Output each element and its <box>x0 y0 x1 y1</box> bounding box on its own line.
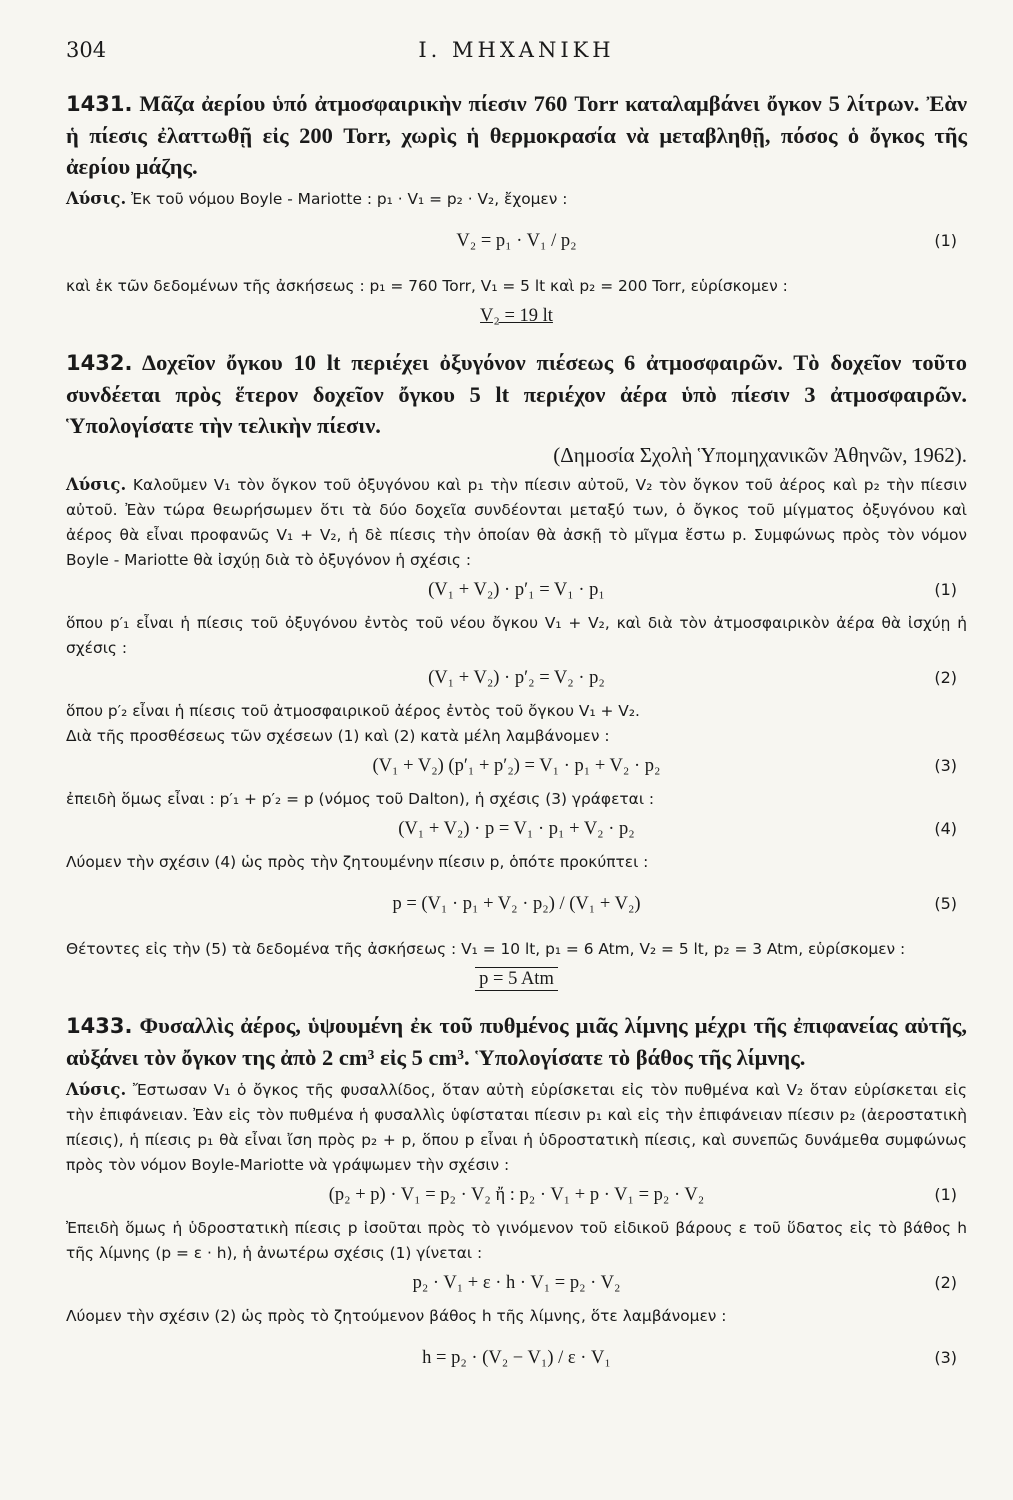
solution-text: ἐπειδὴ ὅμως εἶναι : p′₁ + p′₂ = p (νόμος τοῦ Dalton), ἡ σχέσις (3) γράφεται : <box>66 790 655 808</box>
equation-body: h = p₂ · (V₂ − V₁) / ε · V₁ <box>422 1348 611 1368</box>
solution-text: Καλοῦμεν V₁ τὸν ὄγκον τοῦ ὀξυγόνου καὶ p₁ τὴν πίεσιν αὐτοῦ, V₂ τὸν ὄγκον τοῦ ἀέρος καὶ p₂ τὴν πίεσιν αὐτοῦ. Ἐὰν τώρα θεωρήσωμεν ὅτι τὰ δύο δοχεῖα συνδέονται μεταξύ των, ὁ ὄγκος τοῦ μίγματος ὀξυγόνου καὶ ἀέρος θὰ εἶναι προφανῶς V₁ + V₂, ἡ δὲ πίεσις τὴν ὁποίαν θὰ ἀσκῇ τὸ μῖγμα ἔστω p. Συμφώνως πρὸς τὸν νόμον Boyle - Mariotte θὰ ἰσχύῃ διὰ τὸ ὀξυγόνον ἡ σχέσις : <box>66 476 967 569</box>
solution-paragraph <box>66 1304 967 1329</box>
equation-body: (V₁ + V₂) · p′₂ = V₂ · p₂ <box>428 668 605 688</box>
equation-body: V₂ = p₁ · V₁ / p₂ <box>456 231 577 251</box>
equation <box>66 1329 967 1387</box>
solution-text: ὅπου p′₁ εἶναι ἡ πίεσις τοῦ ὀξυγόνου ἐντὸς τοῦ νέου ὄγκου V₁ + V₂, καὶ διὰ τὸν ἀτμοσφαιρικὸν ἀέρα θὰ ἰσχύῃ ἡ σχέσις : <box>66 614 967 657</box>
equation-body: (V₁ + V₂) · p′₁ = V₁ · p₁ <box>428 580 605 600</box>
solution-paragraph <box>66 186 967 212</box>
solution-paragraph <box>66 937 967 962</box>
solution-text: Ἐπειδὴ ὅμως ἡ ὑδροστατικὴ πίεσις p ἰσοῦται πρὸς τὸ γινόμενον τοῦ εἰδικοῦ βάρους ε τοῦ ὕδατος εἰς τὸ βάθος h τῆς λίμνης (p = ε · h), ἡ ἀνωτέρω σχέσις (1) γίνεται : <box>66 1219 967 1262</box>
equation-number: (1) <box>934 231 957 250</box>
solution-text: ὅπου p′₂ εἶναι ἡ πίεσις τοῦ ἀτμοσφαιρικοῦ ἀέρος ἐντὸς τοῦ ὄγκου V₁ + V₂. <box>66 702 640 720</box>
solution-text: Ἔστωσαν V₁ ὁ ὄγκος τῆς φυσαλλίδος, ὅταν αὐτὴ εὑρίσκεται εἰς τὸν πυθμένα καὶ V₂ ὅταν εὑρίσκεται εἰς τὴν ἐπιφάνειαν. Ἐὰν εἰς τὸν πυθμένα ἡ φυσαλλὶς ὑφίσταται πίεσιν p₁ καὶ εἰς τὴν ἐπιφάνειαν πίεσιν p₂ (ἀεροστατικὴ πίεσις), ἡ πίεσις p₁ θὰ εἶναι ἴση πρὸς p₂ + p, ὅπου p εἶναι ἡ ὑδροστατικὴ πίεσις, καὶ συνεπῶς δυνάμεθα συμφώνως πρὸς τὸν νόμον Boyle-Mariotte νὰ γράψωμεν τὴν σχέσιν : <box>66 1081 967 1174</box>
equation-number: (1) <box>934 580 957 599</box>
problem-source: (Δημοσία Σχολὴ Ὑπομηχανικῶν Ἀθηνῶν, 1962). <box>553 443 967 467</box>
equation-number: (5) <box>934 894 957 913</box>
solution-text: Λύομεν τὴν σχέσιν (2) ὡς πρὸς τὸ ζητούμενον βάθος h τῆς λίμνης, ὅτε λαμβάνομεν : <box>66 1307 727 1325</box>
solution-text: καὶ ἐκ τῶν δεδομένων τῆς ἀσκήσεως : p₁ = 760 Torr, V₁ = 5 lt καὶ p₂ = 200 Torr, εὑρίσκομεν : <box>66 277 788 295</box>
equation-body: p = (V₁ · p₁ + V₂ · p₂) / (V₁ + V₂) <box>392 894 641 914</box>
running-header <box>66 38 967 74</box>
equation-number: (2) <box>934 1273 957 1292</box>
solution-text: Ἐκ τοῦ νόμου Boyle - Mariotte : p₁ · V₁ = p₂ · V₂, ἔχομεν : <box>131 190 568 208</box>
problem-text: Μᾶζα ἀερίου ὑπό ἀτμοσφαιρικὴν πίεσιν 760 Torr καταλαμβάνει ὄγκον 5 λίτρων. Ἐὰν ἡ πίεσις ἐλαττωθῇ εἰς 200 Torr, χωρὶς ἡ θερμοκρασία νὰ μεταβληθῇ, πόσος ὁ ὄγκος τῆς ἀερίου μάζης. <box>66 91 967 179</box>
result-equation <box>66 962 967 996</box>
solution-text: Διὰ τῆς προσθέσεως τῶν σχέσεων (1) καὶ (2) κατὰ μέλη λαμβάνομεν : <box>66 727 610 745</box>
equation <box>66 749 967 783</box>
page-number: 304 <box>66 38 107 62</box>
equation-body: (p₂ + p) · V₁ = p₂ · V₂ ἤ : p₂ · V₁ + p · V₁ = p₂ · V₂ <box>328 1185 705 1205</box>
solution-paragraph <box>66 1216 967 1266</box>
solution-paragraph <box>66 850 967 875</box>
equation-number: (2) <box>934 668 957 687</box>
problem-text: Φυσαλλὶς ἀέρος, ὑψουμένη ἐκ τοῦ πυθμένος μιᾶς λίμνης μέχρι τῆς ἐπιφανείας αὐτῆς, αὐξάνει τὸν ὄγκον της ἀπὸ 2 cm³ εἰς 5 cm³. Ὑπολογίσατε τὸ βάθος τῆς λίμνης. <box>66 1013 967 1070</box>
problem-number: 1431. <box>66 92 133 116</box>
solution-label: Λύσις. <box>66 1080 127 1099</box>
problem-number: 1433. <box>66 1014 133 1038</box>
problem-1431-statement <box>66 88 967 182</box>
problem-1432-statement <box>66 347 967 441</box>
equation-body: (V₁ + V₂) · p = V₁ · p₁ + V₂ · p₂ <box>398 819 635 839</box>
equation-number: (4) <box>934 819 957 838</box>
problem-text: Δοχεῖον ὄγκου 10 lt περιέχει ὀξυγόνον πιέσεως 6 ἀτμοσφαιρῶν. Τὸ δοχεῖον τοῦτο συνδέεται πρὸς ἕτερον δοχεῖον ὄγκου 5 lt περιέχον ἀέρα ὑπὸ πίεσιν 3 ἀτμοσφαιρῶν. Ὑπολογίσατε τὴν τελικὴν πίεσιν. <box>66 350 967 438</box>
result-text: V₂ = 19 lt <box>480 306 553 326</box>
equation-number: (3) <box>934 756 957 775</box>
equation-number: (1) <box>934 1185 957 1204</box>
result-equation <box>66 299 967 333</box>
solution-label: Λύσις. <box>66 189 127 208</box>
chapter-title: Ι. ΜΗΧΑΝΙΚΗ <box>418 38 615 62</box>
problem-1433-statement <box>66 1010 967 1073</box>
equation <box>66 1178 967 1212</box>
equation-number: (3) <box>934 1348 957 1367</box>
solution-text: Θέτοντες εἰς τὴν (5) τὰ δεδομένα τῆς ἀσκήσεως : V₁ = 10 lt, p₁ = 6 Atm, V₂ = 5 lt, p₂ = 3 Atm, εὑρίσκομεν : <box>66 940 906 958</box>
solution-text: Λύομεν τὴν σχέσιν (4) ὡς πρὸς τὴν ζητουμένην πίεσιν p, ὁπότε προκύπτει : <box>66 853 649 871</box>
equation <box>66 573 967 607</box>
solution-paragraph <box>66 472 967 573</box>
solution-paragraph <box>66 787 967 812</box>
solution-paragraph <box>66 1077 967 1178</box>
equation <box>66 1266 967 1300</box>
problem-number: 1432. <box>66 351 133 375</box>
solution-paragraph <box>66 611 967 661</box>
result-text: p = 5 Atm <box>475 967 558 991</box>
equation <box>66 661 967 695</box>
equation-body: p₂ · V₁ + ε · h · V₁ = p₂ · V₂ <box>412 1273 621 1293</box>
solution-label: Λύσις. <box>66 475 127 494</box>
equation <box>66 812 967 846</box>
equation <box>66 875 967 933</box>
equation-body: (V₁ + V₂) (p′₁ + p′₂) = V₁ · p₁ + V₂ · p₂ <box>372 756 661 776</box>
solution-paragraph <box>66 699 967 749</box>
equation <box>66 212 967 270</box>
solution-paragraph <box>66 274 967 299</box>
